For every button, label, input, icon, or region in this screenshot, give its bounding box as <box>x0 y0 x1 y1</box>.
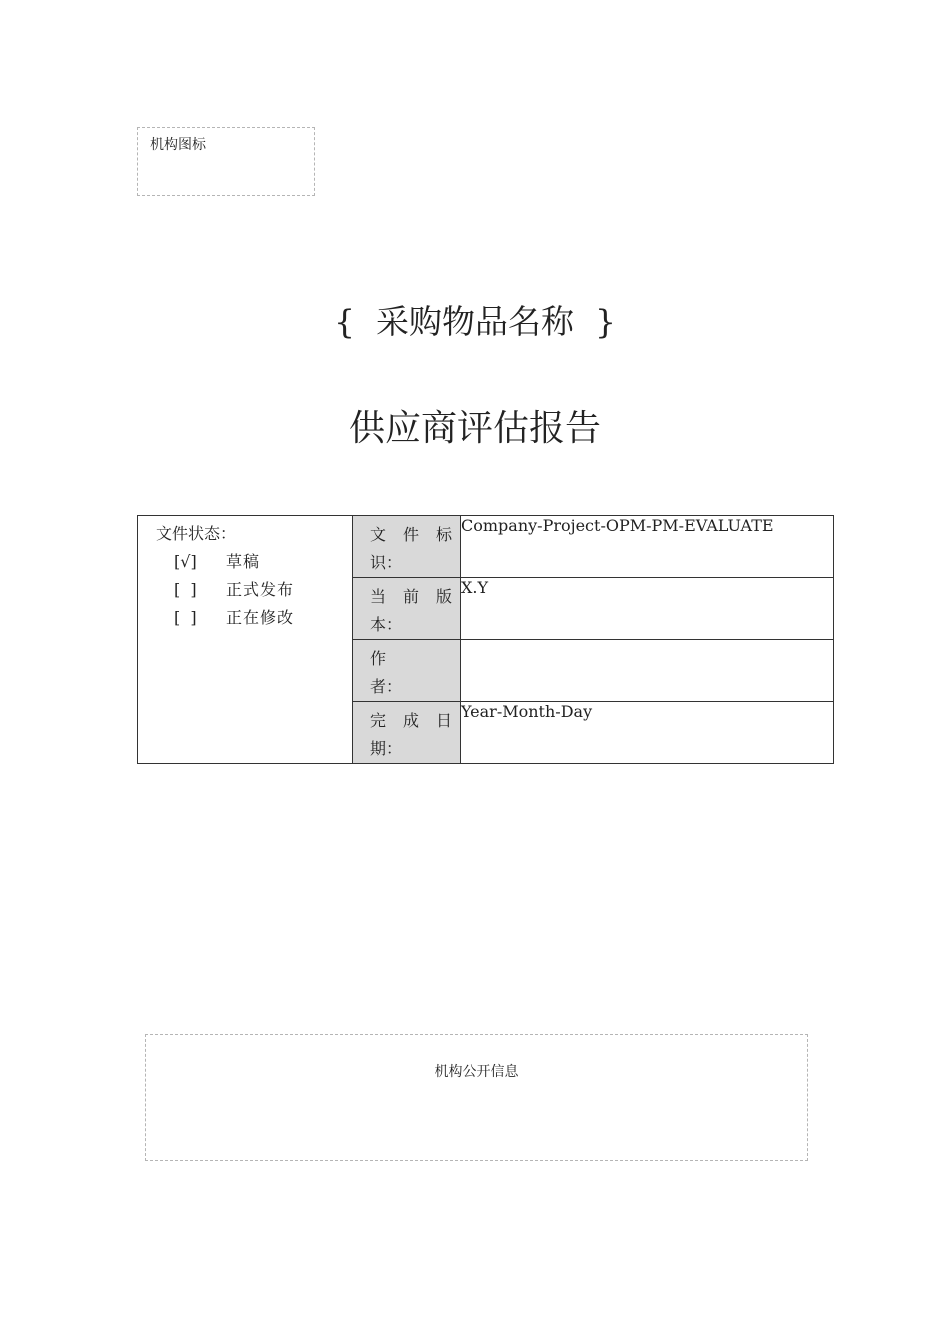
public-info-box <box>145 1034 808 1161</box>
field-value-date: Year-Month-Day <box>461 702 834 764</box>
document-info-table <box>137 515 834 764</box>
status-checkbox[interactable]: [ ] <box>174 608 197 627</box>
logo-placeholder-text: 机构图标 <box>150 137 206 153</box>
status-option-modifying[interactable] <box>156 604 352 632</box>
field-label-doc-id: 文 件 标 识： <box>353 516 461 578</box>
logo-placeholder <box>137 127 315 196</box>
status-cell <box>138 516 353 764</box>
report-title: 供应商评估报告 <box>348 408 601 449</box>
public-info-text: 机构公开信息 <box>434 1064 519 1080</box>
status-label: 草稿 <box>226 552 261 571</box>
status-option-draft[interactable] <box>156 548 352 576</box>
status-option-released[interactable] <box>156 576 352 604</box>
status-heading: 文件状态： <box>156 524 237 543</box>
field-label-author: 作 者： <box>353 640 461 702</box>
status-label: 正式发布 <box>226 580 295 599</box>
item-name-title: { 采购物品名称 } <box>334 302 616 341</box>
field-value-version: X.Y <box>461 578 834 640</box>
status-label: 正在修改 <box>226 608 295 627</box>
status-checkbox[interactable]: [√] <box>174 552 197 571</box>
field-label-version: 当 前 版 本： <box>353 578 461 640</box>
status-checkbox[interactable]: [ ] <box>174 580 197 599</box>
field-value-author <box>461 640 834 702</box>
field-label-date: 完 成 日 期： <box>353 702 461 764</box>
field-value-doc-id: Company-Project-OPM-PM-EVALUATE <box>461 516 834 578</box>
